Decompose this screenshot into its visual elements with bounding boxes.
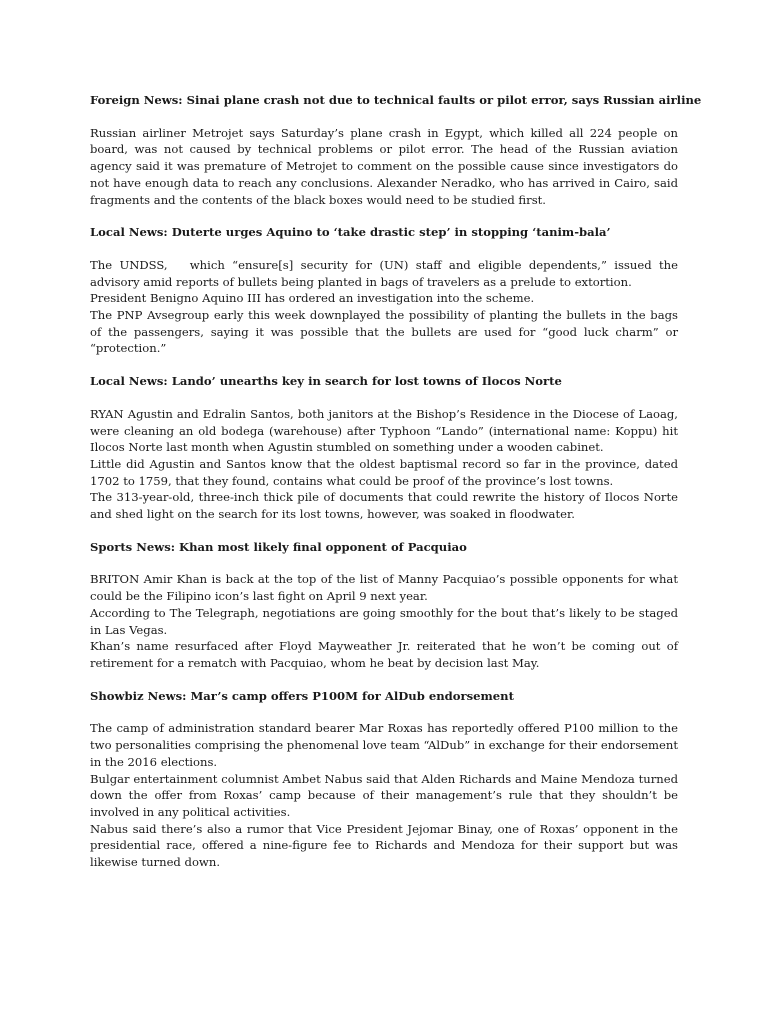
article-paragraph: The UNDSS, which “ensure[s] security for (UN) staff and eligible dependents,” issued the advisory amid reports of bullets being planted in bags of travelers as a prelude to extortion. — [90, 257, 682, 289]
article-headline: Sports News: Khan most likely final opponent of Pacquiao — [90, 539, 467, 554]
article-body — [90, 125, 678, 209]
article-paragraph: BRITON Amir Khan is back at the top of the list of Manny Pacquiao’s possible opponents for what could be the Filipino icon’s last fight on April 9 next year. — [90, 572, 678, 604]
article-paragraph: The 313-year-old, three-inch thick pile of documents that could rewrite the history of Ilocos Norte and shed light on the search for its lost towns, however, was soaked in floodwater. — [90, 490, 678, 522]
article-paragraph: The camp of administration standard bearer Mar Roxas has reportedly offered P100 million to the two personalities comprising the phenomenal love team “AlDub” in exchange for their endorsement in the 2016 elections. — [90, 721, 678, 769]
article-body — [90, 257, 682, 357]
document-page — [90, 92, 702, 887]
article-paragraph: Russian airliner Metrojet says Saturday’s plane crash in Egypt, which killed all 224 people on board, was not caused by technical problems or pilot error. The head of the Russian aviation agency said it was premature of Metrojet to comment on the possible cause since investigators do not have enough data to reach any conclusions. Alexander Neradko, who has arrived in Cairo, said fragments and the contents of the black boxes would need to be studied first. — [90, 125, 678, 207]
article-paragraph: Little did Agustin and Santos know that the oldest baptismal record so far in the province, dated 1702 to 1759, that they found, contains what could be proof of the province’s lost towns. — [90, 456, 678, 488]
article-body — [90, 571, 678, 671]
article-paragraph: Khan’s name resurfaced after Floyd Mayweather Jr. reiterated that he won’t be coming out of retirement for a rematch with Pacquiao, whom he beat by decision last May. — [90, 639, 678, 670]
article-body — [90, 406, 678, 523]
article-paragraph: RYAN Agustin and Edralin Santos, both janitors at the Bishop’s Residence in the Diocese of Laoag, were cleaning an old bodega (warehouse) after Typhoon “Lando” (international name: Koppu) hit Ilocos Norte last month when Agustin stumbled on something under a wooden cabinet. — [90, 406, 678, 455]
article-body — [90, 720, 678, 870]
article-paragraph: President Benigno Aquino III has ordered an investigation into the scheme. — [90, 291, 535, 306]
article-paragraph: The PNP Avsegroup early this week downplayed the possibility of planting the bullets in the bags of the passengers, saying it was possible that the bullets are used for “good luck charm” or “protection.” — [90, 308, 678, 356]
article-headline: Foreign News: Sinai plane crash not due to technical faults or pilot error, says Russian airline — [90, 93, 702, 107]
article-headline: Local News: Duterte urges Aquino to ‘take drastic step’ in stopping ‘tanim-bala’ — [90, 225, 611, 240]
article-headline: Showbiz News: Mar’s camp offers P100M for AlDub endorsement — [90, 688, 514, 703]
article-headline: Local News: Lando’ unearths key in search for lost towns of Ilocos Norte — [90, 374, 562, 389]
article-paragraph: Nabus said there’s also a rumor that Vice President Jejomar Binay, one of Roxas’ opponent in the presidential race, offered a nine-figure fee to Richards and Mendoza for their support but was likewise turned down. — [90, 821, 678, 870]
article-paragraph: Bulgar entertainment columnist Ambet Nabus said that Alden Richards and Maine Mendoza turned down the offer from Roxas’ camp because of their management’s rule that they shouldn’t be involved in any political activities. — [90, 771, 678, 819]
article-paragraph: According to The Telegraph, negotiations are going smoothly for the bout that’s likely to be staged in Las Vegas. — [90, 605, 678, 637]
